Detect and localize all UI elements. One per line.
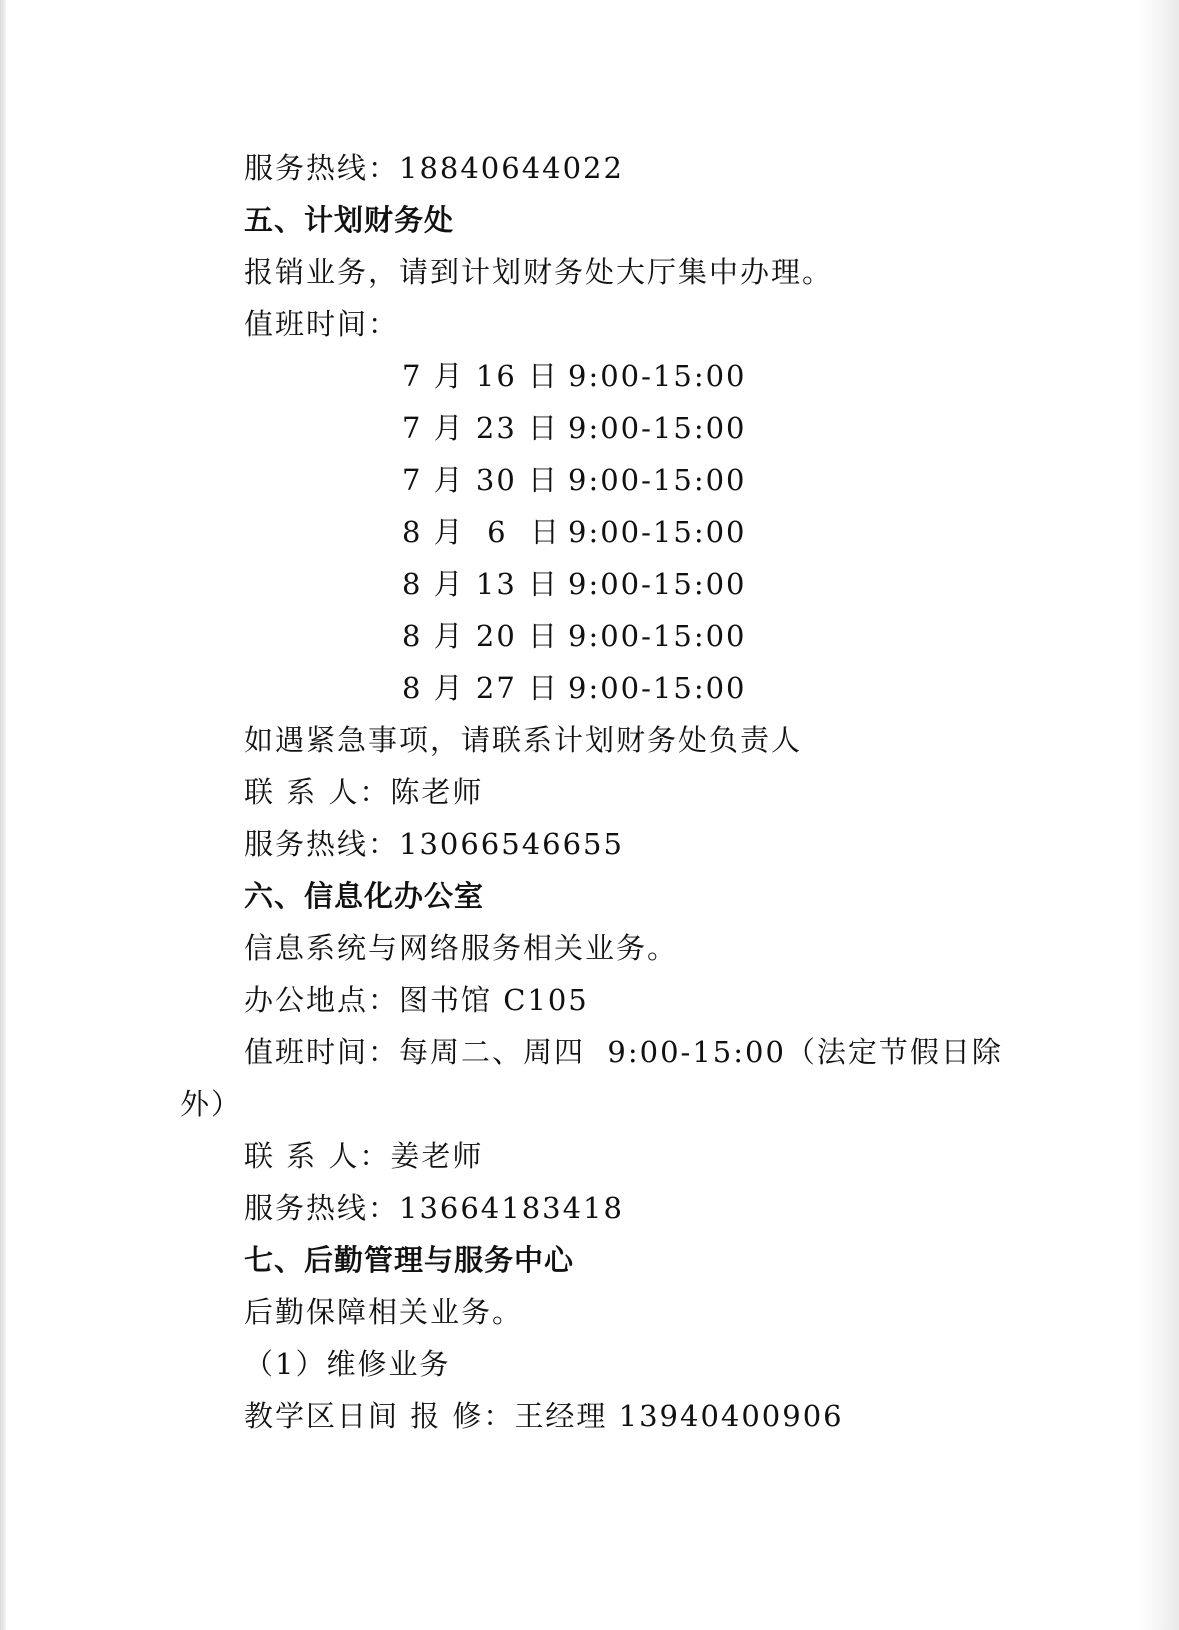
schedule-time: 9:00-15:00 [568, 515, 747, 549]
schedule-date: 7 月 23 日 [402, 411, 560, 445]
section-7-subheading-repair: （1）维修业务 [244, 1347, 451, 1381]
hotline-previous-section: 服务热线：18840644022 [244, 151, 624, 185]
schedule-time: 9:00-15:00 [568, 463, 747, 497]
section-7-title: 七、后勤管理与服务中心 [244, 1243, 575, 1277]
section-6-duty-time-continued: 外） [180, 1087, 243, 1121]
schedule-date: 7 月 30 日 [402, 463, 560, 497]
section-5-hotline: 服务热线：13066546655 [244, 827, 624, 861]
schedule-date: 8 月 13 日 [402, 567, 560, 601]
schedule-date: 7 月 16 日 [402, 359, 560, 393]
schedule-time: 9:00-15:00 [568, 411, 747, 445]
schedule-time: 9:00-15:00 [568, 619, 747, 653]
schedule-date: 8 月 20 日 [402, 619, 560, 653]
section-5-description: 报销业务，请到计划财务处大厅集中办理。 [244, 255, 834, 289]
section-6-hotline: 服务热线：13664183418 [244, 1191, 624, 1225]
schedule-row [402, 564, 747, 604]
section-6-contact: 联 系 人：姜老师 [244, 1139, 484, 1173]
section-6-title: 六、信息化办公室 [244, 879, 485, 913]
schedule-date: 8 月 6 日 [402, 515, 561, 549]
schedule-row [402, 616, 747, 656]
schedule-row [402, 512, 747, 552]
section-6-duty-time: 值班时间：每周二、周四 9:00-15:00（法定节假日除 [244, 1035, 1003, 1069]
schedule-date: 8 月 27 日 [402, 671, 560, 705]
section-7-repair-contact: 教学区日间 报 修：王经理 13940400906 [244, 1399, 844, 1433]
section-6-description: 信息系统与网络服务相关业务。 [244, 931, 679, 965]
section-7-description: 后勤保障相关业务。 [244, 1295, 524, 1329]
schedule-time: 9:00-15:00 [568, 671, 747, 705]
schedule-time: 9:00-15:00 [568, 567, 747, 601]
schedule-row [402, 460, 747, 500]
schedule-time: 9:00-15:00 [568, 359, 747, 393]
page-edge-right [1139, 0, 1179, 1630]
section-6-location: 办公地点：图书馆 C105 [244, 983, 589, 1017]
page-edge-left [0, 0, 6, 1630]
section-5-title: 五、计划财务处 [244, 203, 455, 237]
section-5-urgent-note: 如遇紧急事项，请联系计划财务处负责人 [244, 723, 803, 757]
schedule-row [402, 356, 747, 396]
schedule-row [402, 408, 747, 448]
schedule-row [402, 668, 747, 708]
section-5-duty-label: 值班时间： [244, 307, 400, 341]
section-5-contact: 联 系 人：陈老师 [244, 775, 484, 809]
